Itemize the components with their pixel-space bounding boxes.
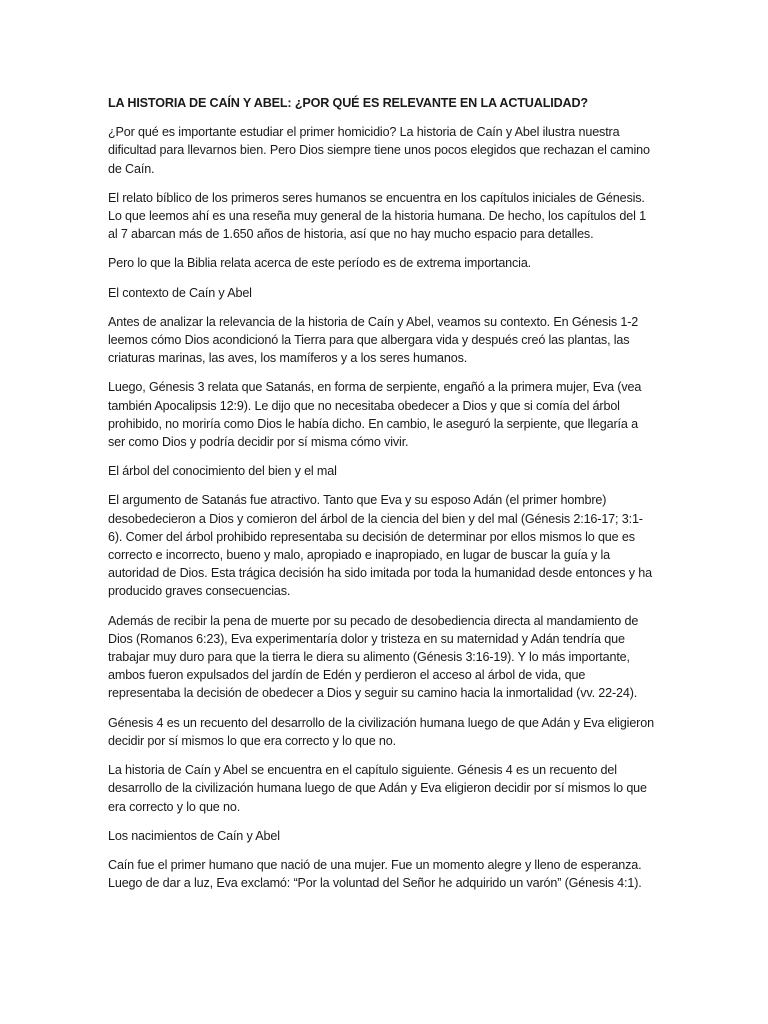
document-page xyxy=(108,94,656,903)
paragraph-cain-birth: Caín fue el primer humano que nació de una mujer. Fue un momento alegre y lleno de esperanza. Luego de dar a luz, Eva exclamó: “Por la voluntad del Señor he adquirido un varón” (Génesis 4:1). xyxy=(108,857,642,891)
section-heading-tree: El árbol del conocimiento del bien y el mal xyxy=(108,464,337,479)
paragraph-biblical-account: El relato bíblico de los primeros seres humanos se encuentra en los capítulos iniciales de Génesis. Lo que leemos ahí es una reseña muy general de la historia humana. De hecho, los capítulos del 1 al 7 abarcan más de 1.650 años de historia, así que no hay mucho espacio para detalles. xyxy=(108,190,646,242)
paragraph-genesis-4: Génesis 4 es un recuento del desarrollo de la civilización humana luego de que Adán y Eva eligieron decidir por sí mismos lo que era correcto y lo que no. xyxy=(108,715,654,748)
paragraph-importance: Pero lo que la Biblia relata acerca de este período es de extrema importancia. xyxy=(108,256,532,271)
document-title: LA HISTORIA DE CAÍN Y ABEL: ¿POR QUÉ ES RELEVANTE EN LA ACTUALIDAD? xyxy=(108,96,588,110)
paragraph-consequences: Además de recibir la pena de muerte por su pecado de desobediencia directa al mandamiento de Dios (Romanos 6:23), Eva experimentaría dolor y tristeza en su maternidad y Adán tendría que trabajar muy duro para que la tierra le diera su alimento (Génesis 3:16-19). Y lo más importante, ambos fueron expulsados del jardín de Edén y perdieron el acceso al árbol de vida, que representaba la decisión de obedecer a Dios y seguir su camino hacia la inmortalidad (vv. 22-24). xyxy=(108,613,639,701)
paragraph-intro: ¿Por qué es importante estudiar el primer homicidio? La historia de Caín y Abel ilustra nuestra dificultad para llevarnos bien. Pero Dios siempre tiene unos pocos elegidos que rechazan el camino de Caín. xyxy=(108,125,650,176)
paragraph-context: Antes de analizar la relevancia de la historia de Caín y Abel, veamos su contexto. En Génesis 1-2 leemos cómo Dios acondicionó la Tierra para que albergara vida y después creó las plantas, las criaturas marinas, las aves, los mamíferos y a los seres humanos. xyxy=(108,314,639,366)
paragraph-satan-argument: El argumento de Satanás fue atractivo. Tanto que Eva y su esposo Adán (el primer hombre) desobedecieron a Dios y comieron del árbol de la ciencia del bien y del mal (Génesis 2:16-17; 3:1-6). Comer del árbol prohibido representaba su decisión de determinar por ellos mismos lo que es correcto e incorrecto, bueno y malo, apropiado e inapropiado, en lugar de buscar la guía y la autoridad de Dios. Esta trágica decisión ha sido imitada por toda la humanidad desde entonces y ha producido graves consecuencias. xyxy=(108,493,652,599)
section-heading-births: Los nacimientos de Caín y Abel xyxy=(108,828,280,843)
section-heading-context: El contexto de Caín y Abel xyxy=(108,285,252,300)
paragraph-cain-abel-story: La historia de Caín y Abel se encuentra en el capítulo siguiente. Génesis 4 es un recuento del desarrollo de la civilización humana luego de que Adán y Eva eligieron decidir por sí mismos lo que era correcto y lo que no. xyxy=(108,763,647,814)
paragraph-genesis-3: Luego, Génesis 3 relata que Satanás, en forma de serpiente, engañó a la primera mujer, Eva (vea también Apocalipsis 12:9). Le dijo que no necesitaba obedecer a Dios y que si comía del árbol prohibido, no moriría como Dios le había dicho. En cambio, le aseguró la serpiente, que llegaría a ser como Dios y podría decidir por sí misma cómo vivir. xyxy=(108,380,642,450)
